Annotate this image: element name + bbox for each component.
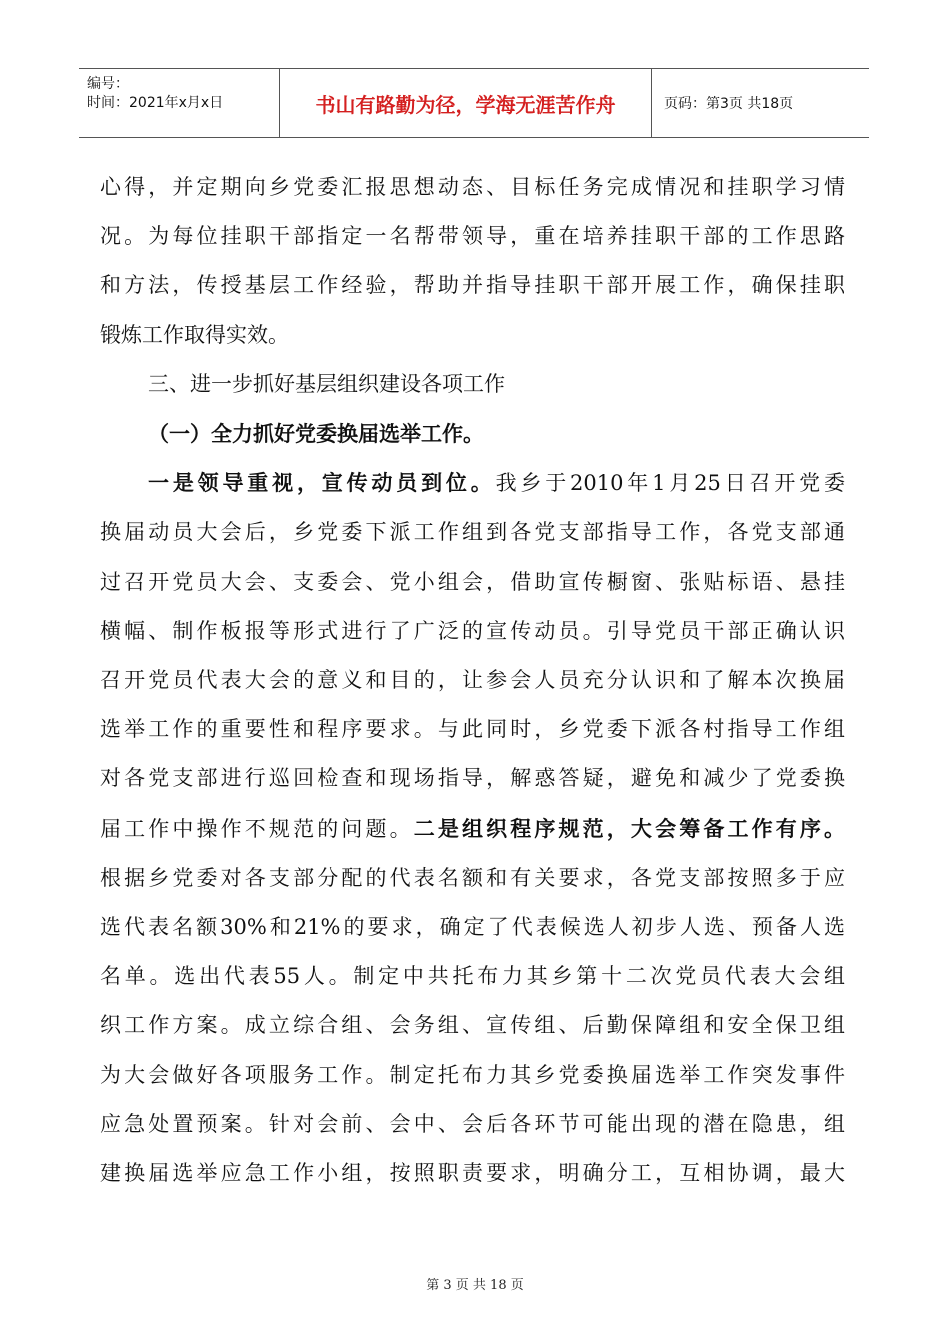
text-line: 名单。选出代表55人。制定中共托布力其乡第十二次党员代表大会组 [100, 964, 845, 989]
text-line [100, 804, 845, 854]
text-run: 届工作中操作不规范的问题。 [100, 816, 414, 841]
text-line: 过召开党员大会、支委会、党小组会，借助宣传橱窗、张贴标语、悬挂 [100, 569, 845, 594]
paragraph-2 [100, 458, 845, 1198]
text-line: 对各党支部进行巡回检查和现场指导，解惑答疑，避免和减少了党委换 [100, 766, 845, 791]
text-line: 应急处置预案。针对会前、会中、会后各环节可能出现的潜在隐患，组 [100, 1111, 845, 1136]
section-heading: 三、进一步抓好基层组织建设各项工作 [148, 371, 505, 396]
text-run: 我乡于2010年1月25日召开党委 [495, 471, 845, 496]
bold-lead-2: 二是组织程序规范，大会筹备工作有序。 [413, 815, 845, 841]
text-line: 织工作方案。成立综合组、会务组、宣传组、后勤保障组和安全保卫组 [100, 1013, 845, 1038]
text-line: 况。为每位挂职干部指定一名帮带领导，重在培养挂职干部的工作思路 [100, 224, 845, 249]
page-footer: 第 3 页 共 18 页 [426, 1278, 524, 1293]
page-header [79, 68, 869, 138]
header-page-info: 页码：第3页 共18页 [664, 96, 794, 112]
document-body [100, 163, 845, 1198]
text-line: 心得，并定期向乡党委汇报思想动态、目标任务完成情况和挂职学习情 [100, 175, 845, 199]
text-line: 横幅、制作板报等形式进行了广泛的宣传动员。引导党员干部正确认识 [100, 618, 845, 643]
header-motto: 书山有路勤为径，学海无涯苦作舟 [280, 69, 652, 137]
time-label: 时间：2021年x月x日 [87, 95, 224, 111]
paragraph-1 [100, 163, 845, 360]
text-line: 建换届选举应急工作小组，按照职责要求，明确分工，互相协调，最大 [100, 1161, 845, 1186]
bold-lead-1: 一是领导重视，宣传动员到位。 [148, 470, 496, 496]
subsection-heading: （一）全力抓好党委换届选举工作。 [148, 421, 484, 447]
text-line: 锻炼工作取得实效。 [100, 322, 289, 347]
text-line [100, 458, 845, 508]
text-line: 选代表名额30%和21%的要求，确定了代表候选人初步人选、预备人选 [100, 915, 845, 940]
text-line: 换届动员大会后，乡党委下派工作组到各党支部指导工作，各党支部通 [100, 520, 845, 545]
number-label: 编号： [87, 76, 129, 92]
text-line: 召开党员代表大会的意义和目的，让参会人员充分认识和了解本次换届 [100, 668, 845, 693]
text-line: 选举工作的重要性和程序要求。与此同时，乡党委下派各村指导工作组 [100, 717, 845, 742]
text-line: 和方法，传授基层工作经验，帮助并指导挂职干部开展工作，确保挂职 [100, 273, 845, 298]
header-meta [79, 69, 280, 137]
text-line: 为大会做好各项服务工作。制定托布力其乡党委换届选举工作突发事件 [100, 1062, 845, 1087]
text-line: 根据乡党委对各支部分配的代表名额和有关要求，各党支部按照多于应 [100, 865, 845, 890]
